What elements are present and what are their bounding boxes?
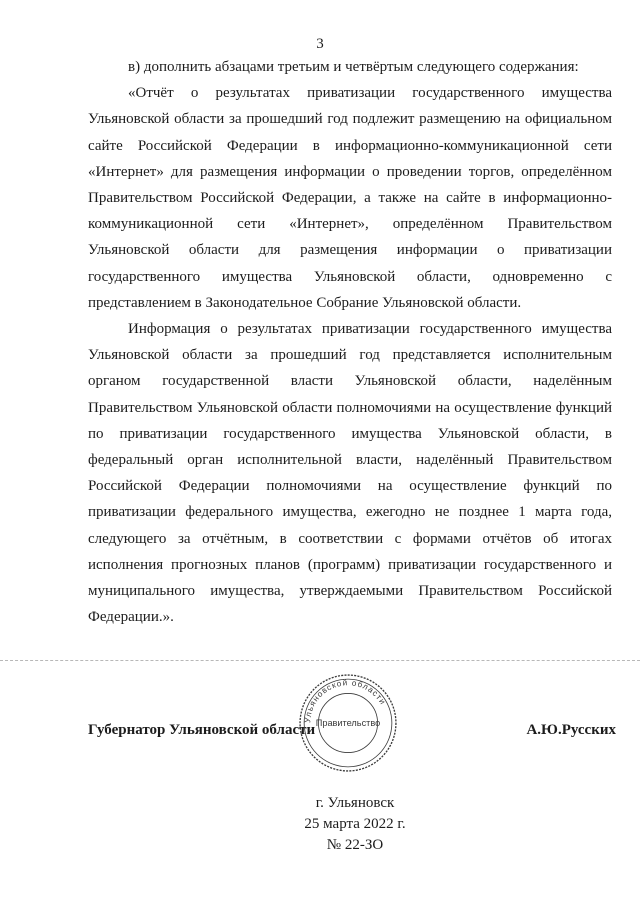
seal-center-text: Правительство	[315, 718, 381, 729]
report-placement-paragraph: «Отчёт о результатах приватизации государственного имущества Ульяновской области за прошедший год подлежит размещению на официальном сайте Российской Федерации в информационно-коммуникационной сети «Интернет» для размещения информации о проведении торгов, определённом Правительством Российской Федерации, а также на сайте в информационно-коммуникационной сети «Интернет», определённом Правительством Ульяновской области для размещения информации о приватизации государственного имущества Ульяновской области, одновременно с представлением в Законодательное Собрание Ульяновской области.	[88, 85, 612, 311]
official-seal	[297, 672, 399, 774]
document-footer	[0, 793, 640, 856]
intro-paragraph: в) дополнить абзацами третьим и четвёртым следующего содержания:	[128, 59, 579, 75]
footer-city: г. Ульяновск	[315, 795, 395, 811]
signer-title: Губернатор Ульяновской области	[88, 722, 316, 738]
section-divider	[0, 660, 640, 661]
signer-name: А.Ю.Русских	[526, 722, 616, 738]
seal-ring-text: Ульяновской области	[303, 678, 388, 724]
footer-date: 25 марта 2022 г.	[304, 816, 406, 832]
law-amendment-text	[88, 54, 612, 630]
report-submission-paragraph: Информация о результатах приватизации государственного имущества Ульяновской области за прошедший год представляется исполнительным органом государственной власти Ульяновской области, наделённым Правительством Ульяновской области полномочиями на осуществление функций по приватизации государственного имущества Ульяновской области, в федеральный орган исполнительной власти, наделённый Правительством Российской Федерации полномочиями на осуществление функций по приватизации федерального имущества, ежегодно не позднее 1 марта года, следующего за отчётным, в соответствии с формами отчётов об итогах исполнения прогнозных планов (программ) приватизации государственного и муниципального имущества, утверждаемыми Правительством Российской Федерации.».	[88, 321, 612, 626]
svg-text:Ульяновской области	[303, 678, 387, 723]
page-number: 3	[316, 36, 324, 52]
footer-number: № 22-ЗО	[326, 837, 384, 853]
